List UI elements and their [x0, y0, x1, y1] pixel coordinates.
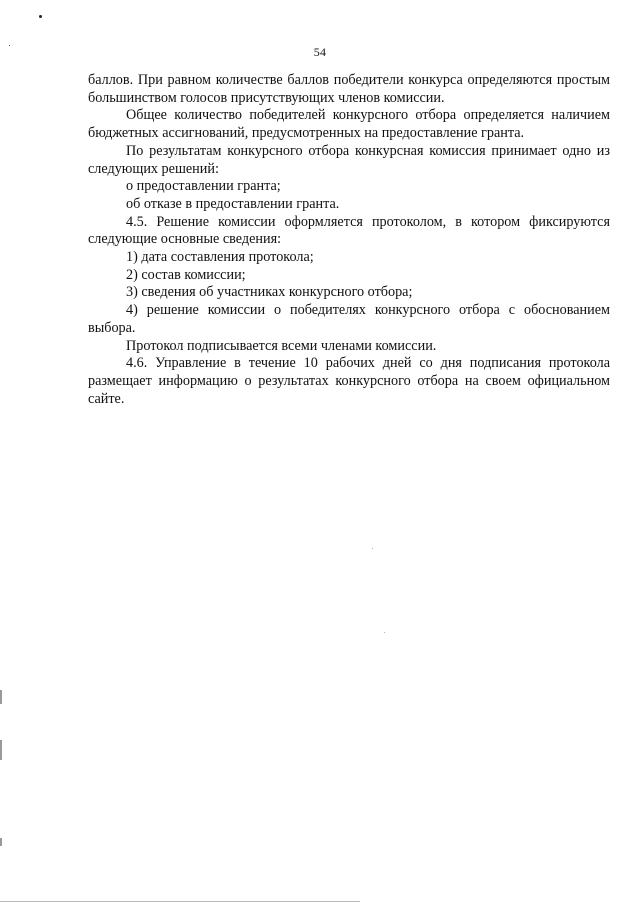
paragraph-protocol-signing: Протокол подписывается всеми членами комиссии.	[126, 337, 437, 354]
scan-speck	[39, 15, 42, 18]
list-item-grant-approval: о предоставлении гранта;	[126, 178, 281, 195]
scan-speck	[384, 632, 385, 633]
scan-edge-mark	[0, 740, 2, 760]
scan-edge-mark	[0, 838, 2, 846]
list-item-winners-decision: 4) решение комиссии о победителях конкурсного отбора с обоснованием выбора.	[88, 302, 610, 336]
paragraph-section-4-5: 4.5. Решение комиссии оформляется протоколом, в котором фиксируются следующие основные сведения:	[88, 213, 610, 248]
scan-edge-mark	[0, 690, 2, 704]
paragraph-winners-count: Общее количество победителей конкурсного отбора определяется наличием бюджетных ассигнований, предусмотренных на предоставление гранта.	[88, 107, 610, 142]
paragraph-section-4-6: 4.6. Управление в течение 10 рабочих дней со дня подписания протокола размещает информацию о результатах конкурсного отбора на своем официальном сайте.	[88, 355, 610, 407]
list-item-protocol-date: 1) дата составления протокола;	[126, 249, 314, 266]
document-body	[88, 72, 610, 408]
list-item-participants-info: 3) сведения об участниках конкурсного отбора;	[126, 284, 413, 301]
scan-bottom-edge	[0, 901, 360, 902]
list-item-commission-composition: 2) состав комиссии;	[126, 266, 246, 283]
paragraph-scoring-tie: баллов. При равном количестве баллов победители конкурса определяются простым большинством голосов присутствующих членов комиссии.	[88, 72, 610, 106]
scan-speck	[372, 548, 373, 549]
paragraph-decision-intro: По результатам конкурсного отбора конкурсная комиссия принимает одно из следующих решений:	[88, 142, 610, 177]
list-item-grant-refusal: об отказе в предоставлении гранта.	[126, 195, 340, 212]
page-number: 54	[313, 45, 327, 59]
